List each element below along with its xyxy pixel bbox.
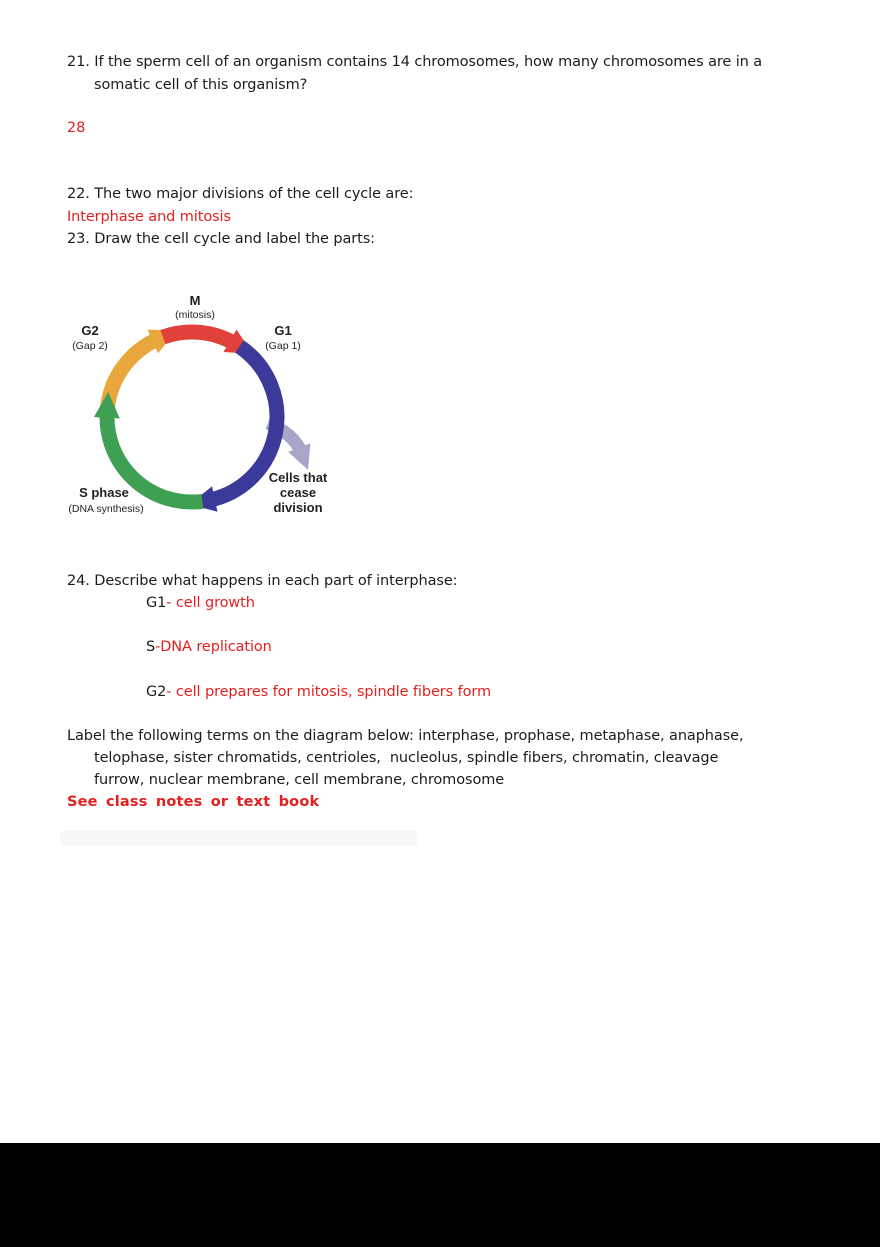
g1-answer: - cell growth: [166, 595, 255, 611]
label-terms-line3: furrow, nuclear membrane, cell membrane, chromosome: [94, 772, 505, 788]
g1-phase-sublabel: (Gap 1): [265, 340, 301, 352]
m-phase-sublabel: (mitosis): [175, 309, 215, 321]
cell-cycle-diagram: [55, 285, 355, 530]
question-21-line2: somatic cell of this organism?: [94, 77, 308, 93]
label-terms-line1: Label the following terms on the diagram below: interphase, prophase, metaphase, anaphase,: [67, 728, 744, 744]
g1-phase-arc: [210, 347, 277, 501]
answer-24-g2: [146, 684, 491, 700]
cease-division-label-line2: cease: [279, 485, 317, 500]
question-21-line1: 21. If the sperm cell of an organism contains 14 chromosomes, how many chromosomes are in a: [67, 54, 763, 70]
answer-24-s: [146, 639, 272, 655]
answer-22: Interphase and mitosis: [67, 209, 231, 225]
g2-phase-sublabel: (Gap 2): [72, 340, 108, 352]
g2-phase-label: G2: [81, 323, 99, 338]
s-answer: -DNA replication: [155, 639, 272, 655]
g1-phase-label: G1: [274, 323, 292, 338]
g1-term: G1: [146, 595, 167, 611]
m-phase-label: M: [189, 293, 201, 308]
answer-24-g1: [146, 595, 255, 611]
cease-division-label-line1: Cells that: [268, 470, 328, 485]
answer-21: 28: [67, 120, 86, 136]
embedded-image-edge: [60, 831, 417, 846]
g2-answer: - cell prepares for mitosis, spindle fibers form: [166, 684, 491, 700]
g2-phase-arc: [108, 339, 158, 406]
question-24: 24. Describe what happens in each part of interphase:: [67, 573, 458, 589]
see-class-notes: See class notes or text book: [67, 794, 320, 810]
s-term: S: [146, 639, 156, 655]
cease-division-label-line3: division: [273, 500, 323, 515]
question-23: 23. Draw the cell cycle and label the parts:: [67, 231, 375, 247]
s-phase-sublabel: (DNA synthesis): [68, 503, 144, 515]
s-phase-label: S phase: [79, 485, 129, 500]
question-22: 22. The two major divisions of the cell cycle are:: [67, 186, 414, 202]
footer-black-band: [0, 1143, 880, 1247]
m-phase-arc: [163, 332, 235, 343]
g2-term: G2: [146, 684, 167, 700]
label-terms-line2: telophase, sister chromatids, centrioles, nucleolus, spindle fibers, chromatin, cleavage: [94, 750, 719, 766]
